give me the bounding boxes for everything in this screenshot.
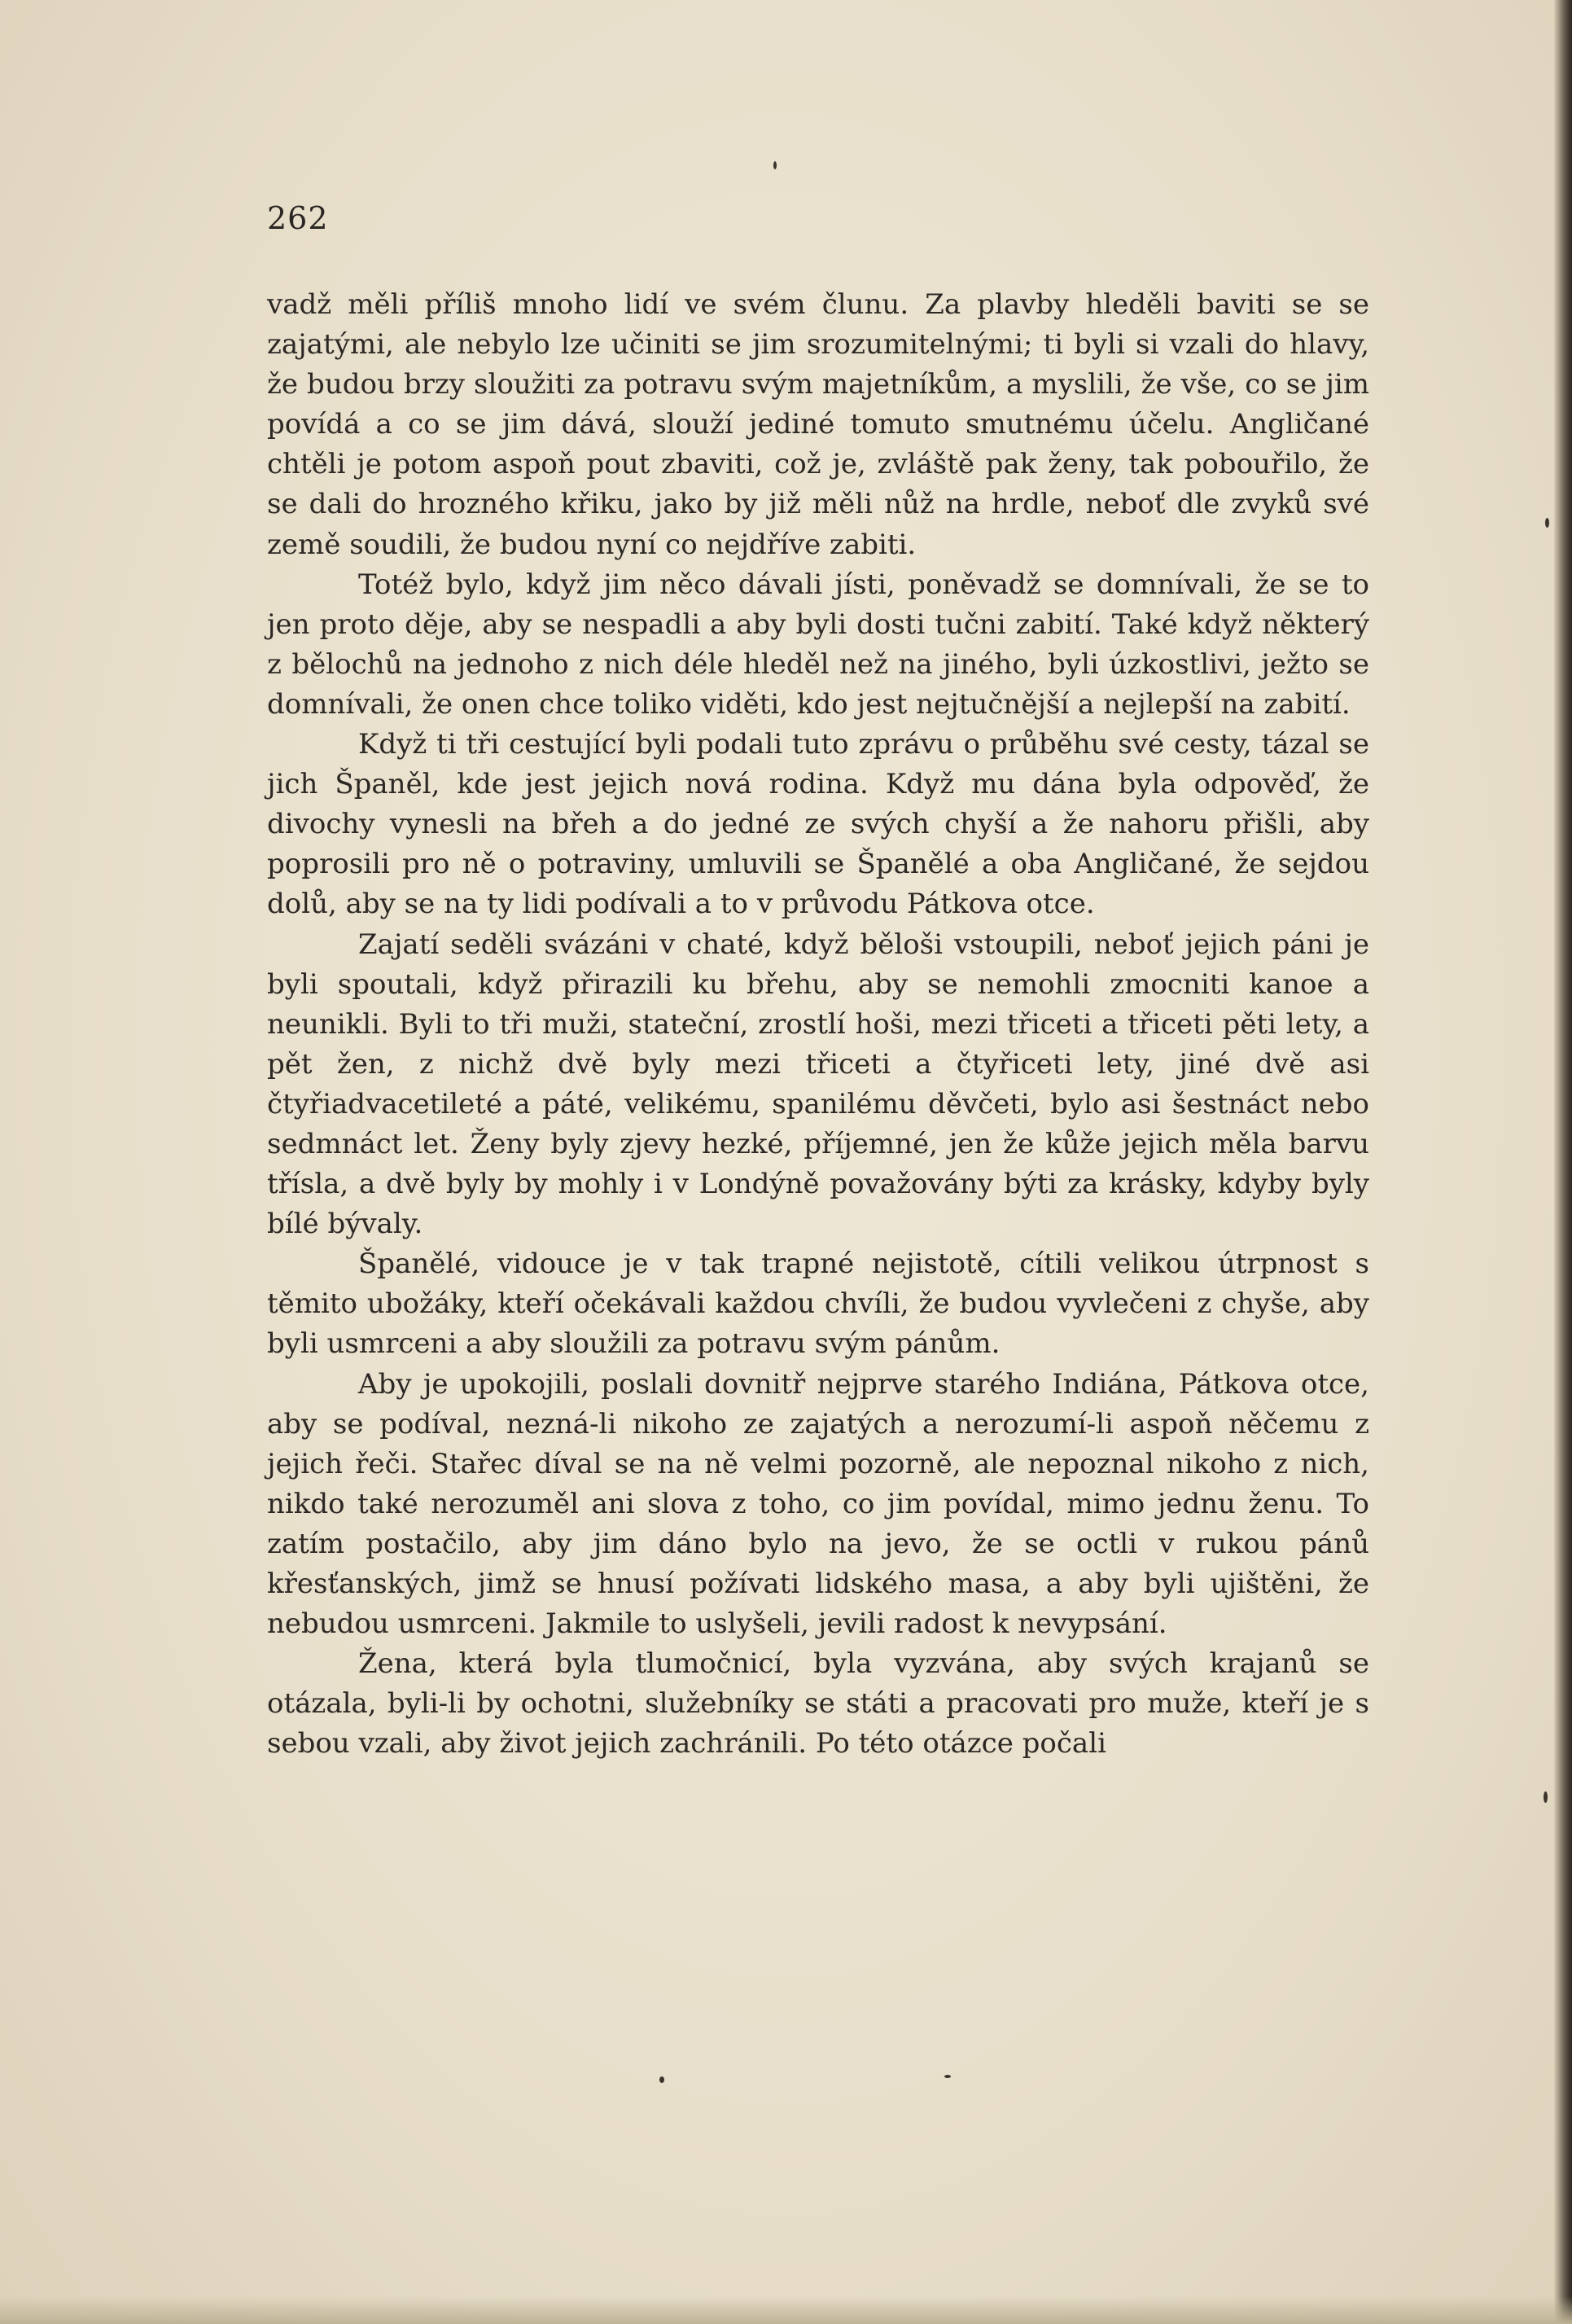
paragraph-2: Totéž bylo, když jim něco dávali jísti, poněvadž se domnívali, že se to jen proto děje, aby se nespadli a aby byli dosti tučni zabití. Také když některý z bělochů na jednoho z nich déle hleděl než na jiného, byli úzkostlivi, ježto se domnívali, že onen chce toliko viděti, kdo jest nejtučnější a nejlepší na zabití. [267, 568, 1369, 721]
paragraph-6: Aby je upokojili, poslali dovnitř nejprve starého Indiána, Pátkova otce, aby se podíval, nezná-li nikoho ze zajatých a nerozumí-li aspoň něčemu z jejich řeči. Stařec díval se na ně velmi pozorně, ale nepoznal nikoho z nich, nikdo také nerozuměl ani slova z toho, co jim povídal, mimo jednu ženu. To zatím postačilo, aby jim dáno bylo na jevo, že se octli v rukou pánů křesťanských, jimž se hnusí požívati lidského masa, a aby byli ujištěni, že nebudou usmrceni. Jakmile to uslyšeli, jevili radost k nevypsání. [267, 1367, 1369, 1641]
ink-speck [1545, 518, 1549, 528]
paragraph-7: Žena, která byla tlumočnicí, byla vyzvána, aby svých krajanů se otázala, byli-li by ochotni, služebníky se státi a pracovati pro muže, kteří je s sebou vzali, aby život jejich zachránili. Po této otázce počali [267, 1647, 1369, 1761]
page-bottom-shadow [0, 2296, 1572, 2324]
page-number: 262 [267, 200, 329, 236]
ink-speck [773, 161, 777, 169]
body-text [267, 285, 1369, 1764]
paragraph-3: Když ti tři cestující byli podali tuto zprávu o průběhu své cesty, tázal se jich Španěl, kde jest jejich nová rodina. Když mu dána byla odpověď, že divochy vynesli na břeh a do jedné ze svých chyší a že nahoru přišli, aby poprosili pro ně o potraviny, umluvili se Španělé a oba Angličané, že sejdou dolů, aby se na ty lidi podívali a to v průvodu Pátkova otce. [267, 728, 1369, 921]
ink-speck [944, 2075, 951, 2078]
paragraph-4: Zajatí seděli svázáni v chaté, když běloši vstoupili, neboť jejich páni je byli spoutali, když přirazili ku břehu, aby se nemohli zmocniti kanoe a neunikli. Byli to tři muži, stateční, zrostlí hoši, mezi třiceti a třiceti pěti lety, a pět žen, z nichž dvě byly mezi třiceti a čtyřiceti lety, jiné dvě asi čtyřiadvacetileté a páté, velikému, spanilému děvčeti, bylo asi šestnáct nebo sedmnáct let. Ženy byly zjevy hezké, příjemné, jen že kůže jejich měla barvu třísla, a dvě byly by mohly i v Londýně považovány býti za krásky, kdyby byly bílé bývaly. [267, 927, 1369, 1241]
ink-speck [1544, 1791, 1548, 1803]
page-binding-shadow [1554, 0, 1572, 2324]
paragraph-5: Španělé, vidouce je v tak trapné nejistotě, cítili velikou útrpnost s těmito ubožáky, kteří očekávali každou chvíli, že budou vyvlečeni z chyše, aby byli usmrceni a aby sloužili za potravu svým pánům. [267, 1248, 1369, 1361]
ink-speck [659, 2076, 664, 2083]
paragraph-1: vadž měli příliš mnoho lidí ve svém člunu. Za plavby hleděli baviti se se zajatými, ale nebylo lze učiniti se jim srozumitelnými; ti byli si vzali do hlavy, že budou brzy sloužiti za potravu svým majetníkům, a myslili, že vše, co se jim povídá a co se jim dává, slouží jediné tomuto smutnému účelu. Angličané chtěli je potom aspoň pout zbaviti, což je, zvláště pak ženy, tak pobouřilo, že se dali do hrozného křiku, jako by již měli nůž na hrdle, neboť dle zvyků své země soudili, že budou nyní co nejdříve zabiti. [267, 288, 1369, 561]
